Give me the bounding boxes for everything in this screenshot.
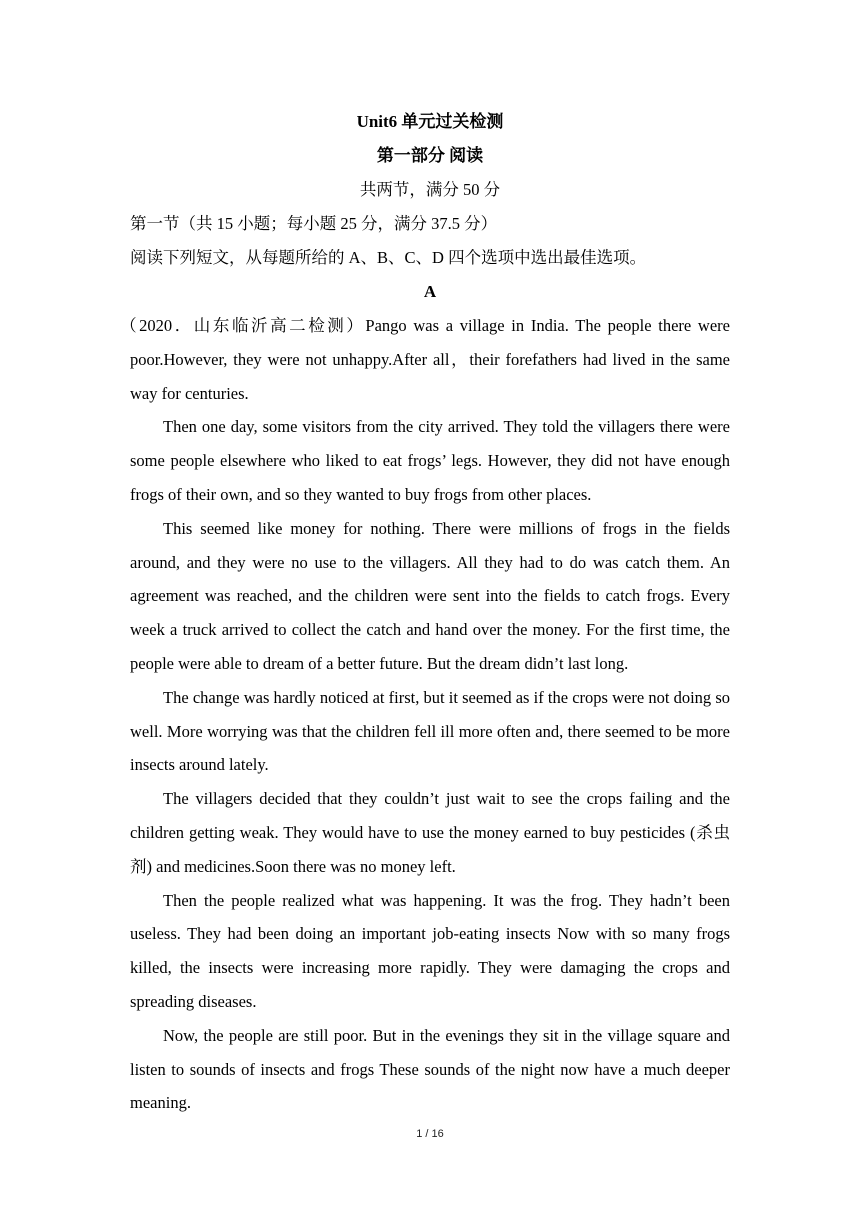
part-title: 第一部分 阅读 — [376, 146, 484, 165]
passage-paragraph-3: This seemed like money for nothing. There were millions of frogs in the fields around, and they were no use to the villagers. All they had to do was catch them. An agreement was reached, and the children were sent into the fields to catch frogs. Every week a truck arrived to collect the catch and hand over the money. For the first time, the people were able to dream of a better future. But the dream didn’t last long. — [130, 518, 730, 673]
passage-paragraph-6: Then the people realized what was happening. It was the frog. They hadn’t been useless. They had been doing an important job-eating insects Now with so many frogs killed, the insects were increasing more rapidly. They were damaging the crops and spreading diseases. — [130, 890, 730, 1011]
passage-label: A — [423, 282, 437, 301]
passage-paragraph-7: Now, the people are still poor. But in the evenings they sit in the village square and listen to sounds of insects and frogs These sounds of the night now have a much deeper meaning. — [130, 1025, 730, 1113]
passage-paragraph-4: The change was hardly noticed at first, but it seemed as if the crops were not doing so well. More worrying was that the children fell ill more often and, there seemed to be more insects around lately. — [130, 687, 730, 775]
passage-paragraph-1: （2020．山东临沂高二检测）Pango was a village in India. The people there were poor.However, they were not unhappy.After all，their forefathers had lived in the same way for centuries. — [120, 316, 730, 403]
total-score: 共两节，满分 50 分 — [359, 180, 501, 199]
instruction-text: 阅读下列短文，从每题所给的 A、B、C、D 四个选项中选出最佳选项。 — [130, 248, 647, 267]
passage-paragraph-2: Then one day, some visitors from the city arrived. They told the villagers there were some people elsewhere who liked to eat frogs’ legs. However, they did not have enough frogs of their own, and so they wanted to buy frogs from other places. — [130, 417, 730, 504]
document-page — [120, 105, 730, 1120]
passage-paragraph-5: The villagers decided that they couldn’t just wait to see the crops failing and the children getting weak. They would have to use the money earned to buy pesticides (杀虫剂) and medicines.Soon there was no money left. — [130, 789, 730, 876]
page-number: 1 / 16 — [416, 1128, 444, 1140]
unit-title: Unit6 单元过关检测 — [356, 112, 504, 131]
section-heading: 第一节（共 15 小题；每小题 25 分，满分 37.5 分） — [130, 214, 498, 233]
